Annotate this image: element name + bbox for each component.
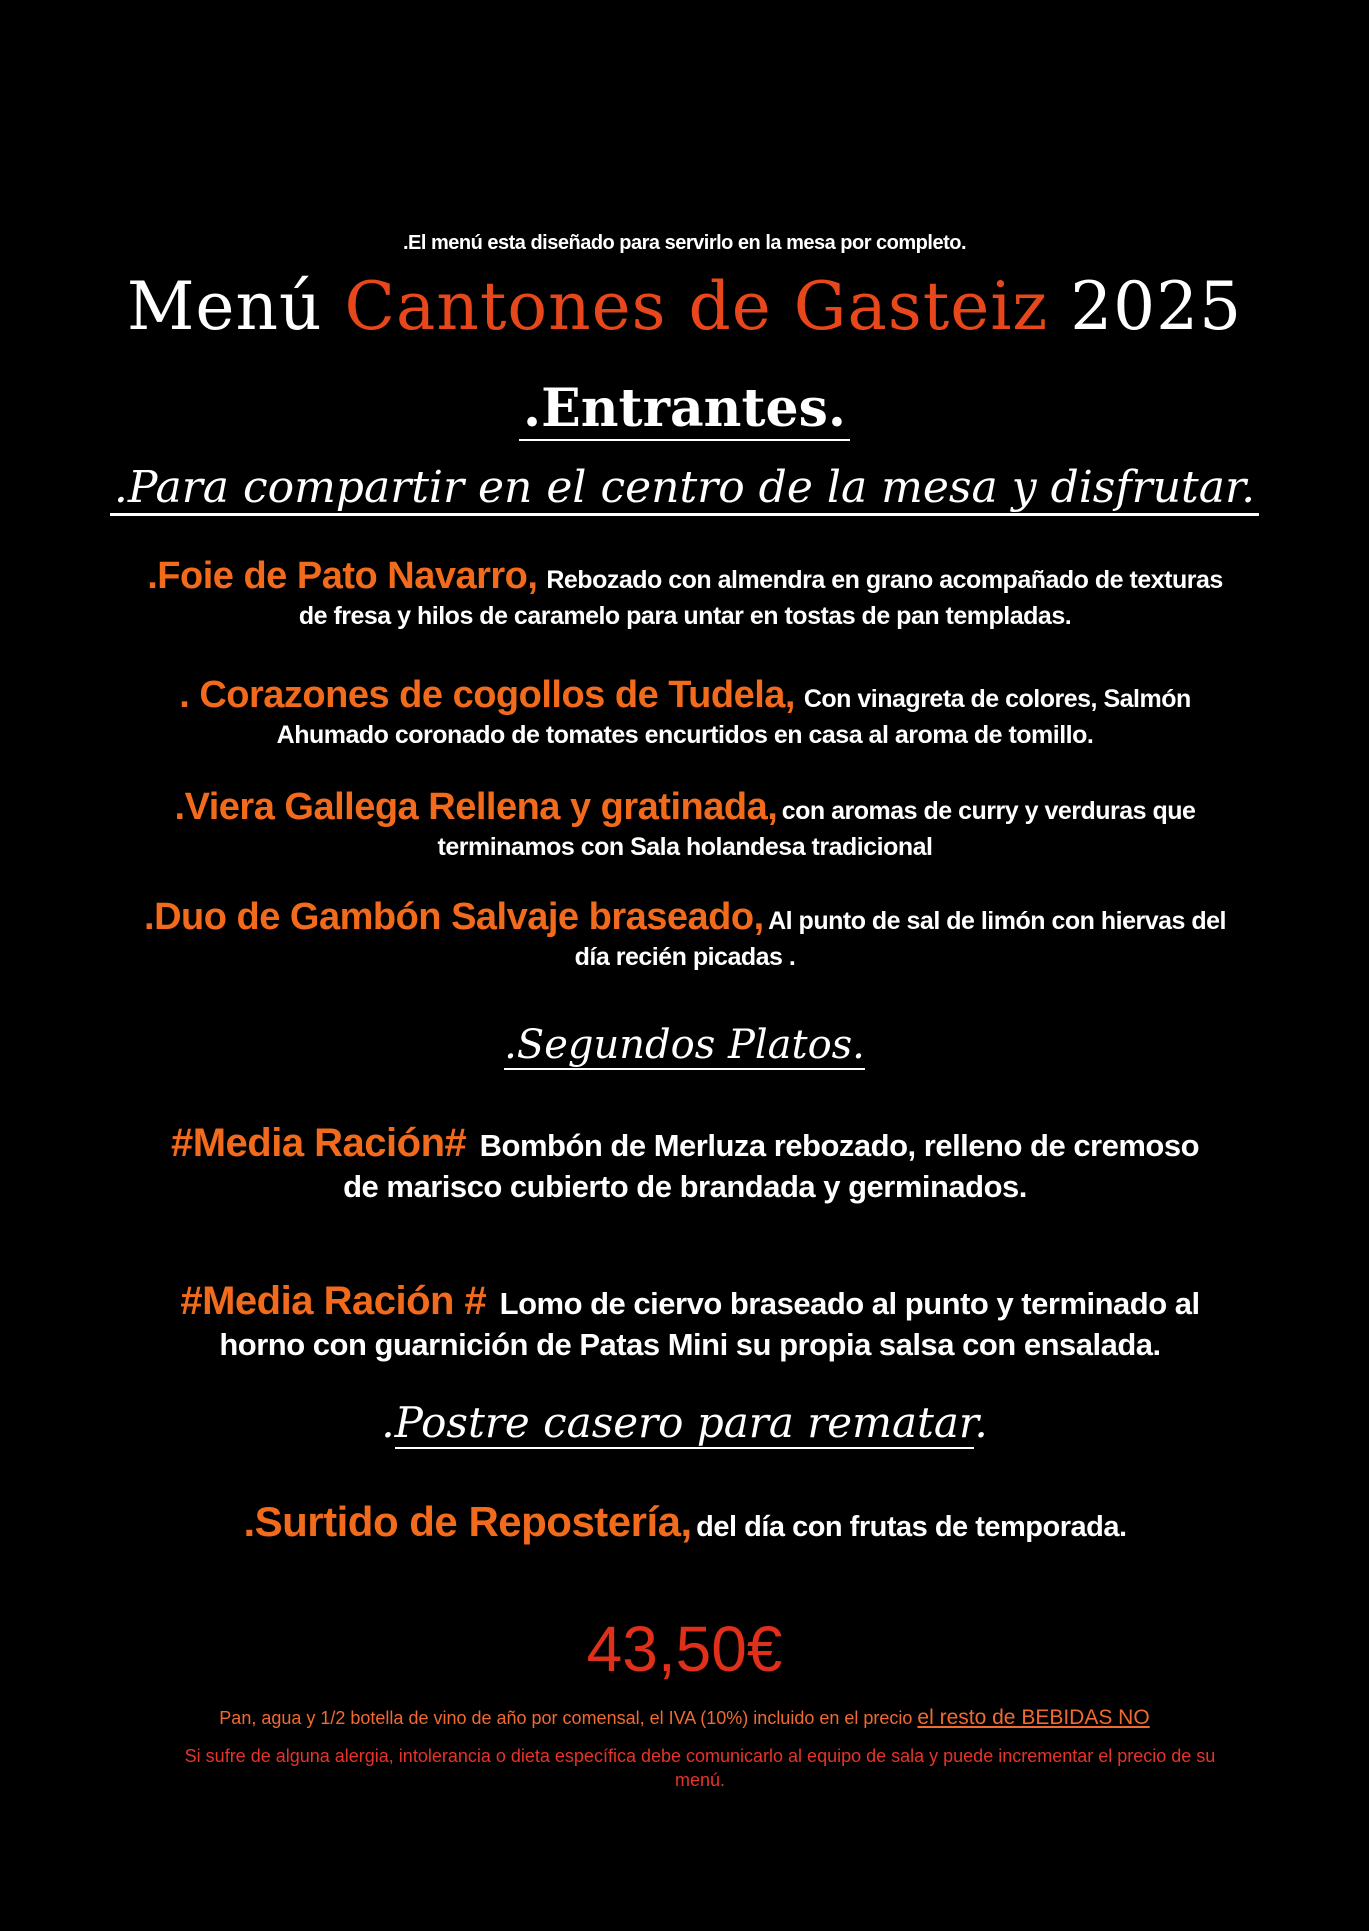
dish-viera: .Viera Gallega Rellena y gratinada, con aromas de curry y verduras que terminamos con Sala holandesa tradicional [174, 786, 1196, 861]
dish-gambon: .Duo de Gambón Salvaje braseado, Al punto de sal de limón con hiervas del día recién picadas . [144, 896, 1226, 971]
menu-price: 43,50€ [586, 1613, 783, 1685]
dish-merluza: #Media Ración# Bombón de Merluza rebozado, relleno de cremoso de marisco cubierto de brandada y germinados. [170, 1121, 1200, 1204]
dish-foie: .Foie de Pato Navarro, Rebozado con almendra en grano acompañado de texturas de fresa y hilos de caramelo para untar en tostas de pan templadas. [147, 555, 1223, 630]
footer-allergy: Si sufre de alguna alergia, intolerancia o dieta específica debe comunicarlo al equipo de sala y puede incrementar el precio de su menú. [184, 1746, 1216, 1791]
menu-title [0, 268, 1369, 345]
footer-included: Pan, agua y 1/2 botella de vino de año por comensal, el IVA (10%) incluido en el precio el resto de BEBIDAS NO [219, 1706, 1150, 1729]
segundos-heading: .Segundos Platos. [504, 1022, 865, 1068]
entrantes-heading: .Entrantes. [0, 378, 1369, 439]
title-accent: Cantones de Gasteiz [344, 268, 1049, 345]
dish-ciervo: #Media Ración # Lomo de ciervo braseado al punto y terminado al horno con guarnición de Patas Mini su propia salsa con ensalada. [180, 1279, 1200, 1362]
service-note: .El menú esta diseñado para servirlo en la mesa por completo. [402, 232, 967, 254]
title-year: 2025 [1070, 268, 1243, 345]
title-prefix: Menú [126, 268, 323, 345]
dish-cogollos: . Corazones de cogollos de Tudela, Con vinagreta de colores, Salmón Ahumado coronado de tomates encurtidos en casa al aroma de tomillo. [179, 674, 1191, 749]
postre-heading: .Postre casero para rematar. [381, 1398, 988, 1447]
entrantes-subtitle: .Para compartir en el centro de la mesa y disfrutar. [0, 462, 1369, 513]
bebidas-link[interactable]: el resto de BEBIDAS NO [917, 1706, 1150, 1729]
dish-reposteria: .Surtido de Repostería, del día con frutas de temporada. [243, 1498, 1127, 1545]
